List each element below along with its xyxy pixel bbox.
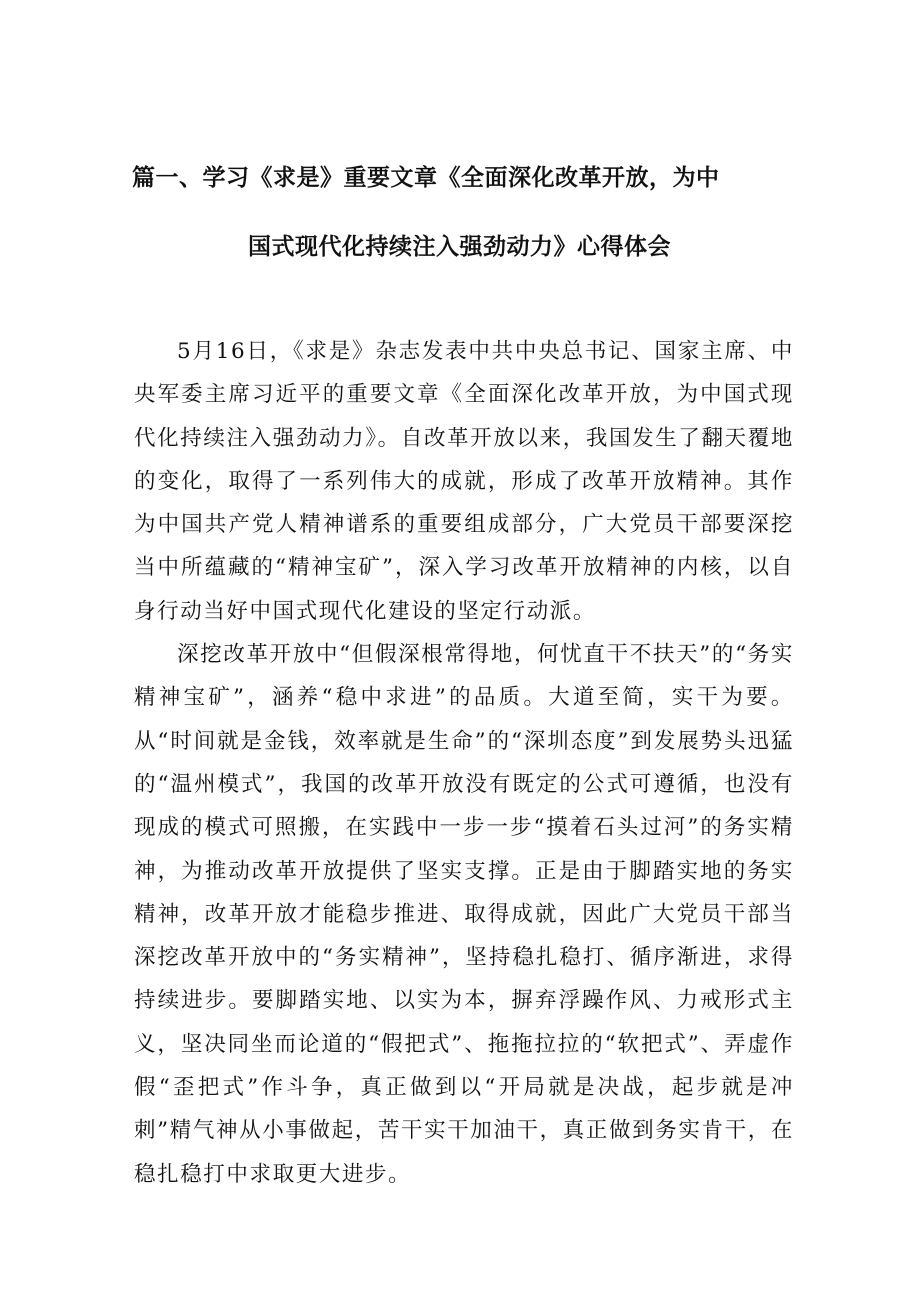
document-body bbox=[134, 330, 794, 1196]
document-title-line-1: 篇一、学习《求是》重要文章《全面深化改革开放，为中 bbox=[132, 165, 720, 191]
paragraph-2: 深挖改革开放中“但假深根常得地，何忧直干不扶天”的“务实精神宝矿”，涵养“稳中求进”的品质。大道至简，实干为要。从“时间就是金钱，效率就是生命”的“深圳态度”到发展势头迅猛的“温州模式”，我国的改革开放没有既定的公式可遵循，也没有现成的模式可照搬，在实践中一步一步“摸着石头过河”的务实精神，为推动改革开放提供了坚实支撑。正是由于脚踏实地的务实精神，改革开放才能稳步推进、取得成就，因此广大党员干部当深挖改革开放中的“务实精神”，坚持稳扎稳打、循序渐进，求得持续进步。要脚踏实地、以实为本，摒弃浮躁作风、力戒形式主义，坚决同坐而论道的“假把式”、拖拖拉拉的“软把式”、弄虚作假“歪把式”作斗争，真正做到以“开局就是决战，起步就是冲刺”精气神从小事做起，苦干实干加油干，真正做到务实肯干，在稳扎稳打中求取更大进步。 bbox=[134, 642, 794, 1187]
document-title-line-2: 国式现代化持续注入强劲动力》心得体会 bbox=[248, 234, 671, 260]
paragraph-1: 5月16日，《求是》杂志发表中共中央总书记、国家主席、中央军委主席习近平的重要文章《全面深化改革开放，为中国式现代化持续注入强劲动力》。自改革开放以来，我国发生了翻天覆地的变化，取得了一系列伟大的成就，形成了改革开放精神。其作为中国共产党人精神谱系的重要组成部分，广大党员干部要深挖当中所蕴藏的“精神宝矿”，深入学习改革开放精神的内核，以自身行动当好中国式现代化建设的坚定行动派。 bbox=[134, 339, 794, 624]
